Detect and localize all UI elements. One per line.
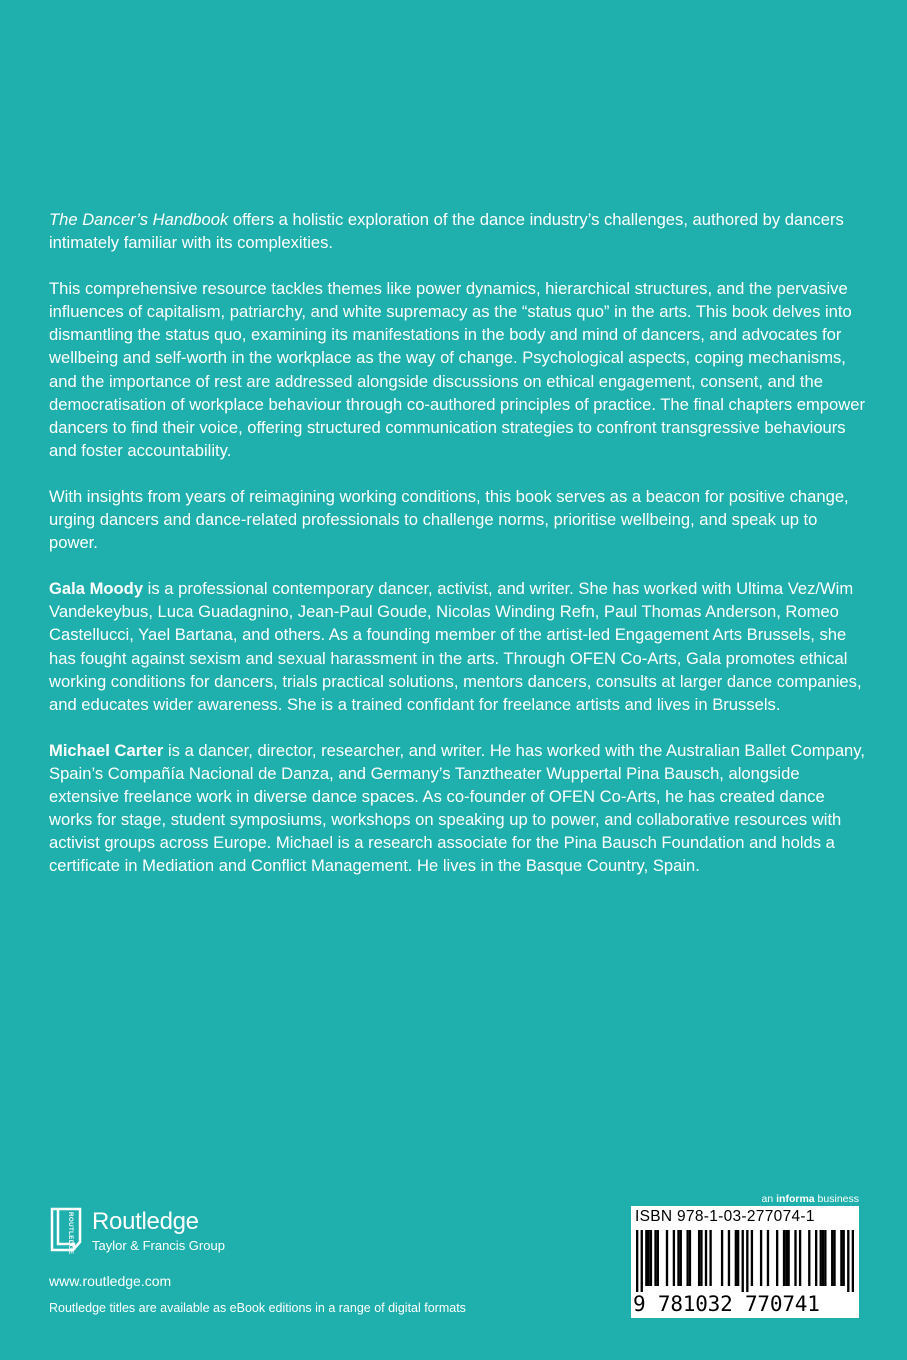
barcode-bar	[689, 1230, 691, 1286]
author-bio-gala-moody	[49, 577, 869, 716]
barcode-bar	[808, 1230, 810, 1286]
barcode-bar	[650, 1230, 652, 1286]
barcode-bar	[751, 1230, 753, 1286]
barcode-bar	[721, 1230, 723, 1286]
barcode-bar	[794, 1230, 796, 1286]
barcode-bar	[700, 1230, 702, 1286]
themes-paragraph: This comprehensive resource tackles themes like power dynamics, hierarchical structures, and the pervasive influences of capitalism, patriarchy, and white supremacy as the “status quo” in the arts. This book delves into dismantling the status quo, examining its manifestations in the body and mind of dancers, and advocates for wellbeing and self-worth in the workplace as the way of change. Psychological aspects, coping mechanisms, and the importance of rest are addressed alongside discussions on ethical engagement, consent, and the democratisation of workplace behaviour through co-authored principles of practice. The final chapters empower dancers to find their voice, offering structured communication strategies to confront transgressive behaviours and foster accountability.	[49, 279, 865, 460]
back-cover-blurb	[49, 208, 869, 877]
barcode-bar	[783, 1230, 785, 1286]
intro-text: offers a holistic exploration of the dance industry’s challenges, authored by dancers intimately familiar with its complexities.	[49, 210, 844, 253]
author-bio-michael-carter	[49, 739, 869, 878]
barcode-bar	[760, 1230, 762, 1286]
author-bio-text: is a professional contemporary dancer, activist, and writer. She has worked with Ultima Vez/Wim Vandekeybus, Luca Guadagnino, Jean-Paul Goude, Nicolas Winding Refn, Paul Thomas Anderson, Romeo Castellucci, Yael Bartana, and others. As a founding member of the artist-led Engagement Arts Brussels, she has fought against sexism and sexual harassment in the arts. Through OFEN Co-Arts, Gala promotes ethical working conditions for dancers, trials practical solutions, mentors dancers, consults at larger dance companies, and educates wider awareness. She is a trained confidant for freelance artists and lives in Brussels.	[49, 579, 862, 714]
barcode-bar	[746, 1230, 748, 1292]
barcode-bar	[831, 1230, 833, 1286]
author-bio-text: is a dancer, director, researcher, and writer. He has worked with the Australian Ballet Company, Spain’s Compañía Nacional de Danza, and Germany’s Tanztheater Wuppertal Pina Bausch, alongside extensive freelance work in diverse dance spaces. As co-founder of OFEN Co-Arts, he has created dance works for stage, student symposiums, workshops on speaking up to power, and collaborative resources with activist groups across Europe. Michael is a research associate for the Pina Bausch Foundation and holds a certificate in Mediation and Conflict Management. He lives in the Basque Country, Spain.	[49, 740, 865, 876]
barcode-bar	[673, 1230, 675, 1286]
barcode-bar	[686, 1230, 688, 1286]
barcode-bar	[785, 1230, 787, 1286]
author-name: Michael Carter	[49, 740, 164, 760]
barcode-bar	[645, 1230, 647, 1286]
barcode-bars	[636, 1230, 854, 1292]
barcode-bar	[824, 1230, 826, 1286]
isbn-barcode	[631, 1206, 859, 1318]
barcode-bar	[641, 1230, 643, 1292]
book-title: The Dancer’s Handbook	[49, 210, 229, 229]
barcode-bar	[654, 1230, 656, 1286]
barcode-bar	[680, 1230, 682, 1286]
publisher-website[interactable]: www.routledge.com	[49, 1273, 172, 1289]
barcode-bar	[709, 1230, 711, 1286]
barcode-bar	[852, 1230, 854, 1292]
barcode-bar	[647, 1230, 649, 1286]
barcode-bar	[833, 1230, 835, 1286]
insights-paragraph: With insights from years of reimagining working conditions, this book serves as a beacon for positive change, urging dancers and dance-related professionals to challenge norms, prioritise wellbeing, and speak up to power.	[49, 486, 849, 553]
barcode-bar	[843, 1230, 845, 1286]
barcode-bar	[636, 1230, 638, 1292]
barcode-bar	[735, 1230, 737, 1286]
barcode-bar	[705, 1230, 707, 1286]
isbn-label: ISBN 978-1-03-277074-1	[635, 1208, 815, 1225]
barcode-bar	[698, 1230, 700, 1286]
ebook-note: Routledge titles are available as eBook editions in a range of digital formats	[49, 1301, 466, 1315]
barcode-bar	[677, 1230, 679, 1286]
informa-brand: informa	[776, 1193, 815, 1205]
author-name: Gala Moody	[49, 579, 144, 599]
informa-suffix: business	[814, 1193, 859, 1205]
barcode-bar	[815, 1230, 817, 1286]
logo-mark-text: ROUTLEDGE	[67, 1212, 74, 1255]
barcode-bar	[820, 1230, 822, 1286]
barcode-bar	[657, 1230, 659, 1286]
barcode-bar	[847, 1230, 849, 1292]
barcode-bar	[840, 1230, 842, 1286]
barcode-bar	[737, 1230, 739, 1286]
routledge-logo-mark-icon	[49, 1206, 83, 1258]
informa-prefix: an	[761, 1193, 777, 1205]
intro-paragraph	[49, 208, 869, 254]
publisher-name: Routledge	[92, 1208, 199, 1235]
barcode-bar	[822, 1230, 824, 1286]
publisher-group: Taylor & Francis Group	[92, 1238, 225, 1253]
routledge-logo	[49, 1206, 239, 1258]
barcode-digits: 9 781032 770741	[633, 1292, 820, 1316]
barcode-bar	[787, 1230, 789, 1286]
barcode-bar	[799, 1230, 801, 1286]
barcode-bar	[776, 1230, 778, 1286]
barcode-bar	[666, 1230, 668, 1286]
informa-business-label	[700, 1193, 859, 1206]
barcode-bar	[728, 1230, 730, 1286]
barcode-bar	[767, 1230, 769, 1286]
barcode-bar	[742, 1230, 744, 1292]
